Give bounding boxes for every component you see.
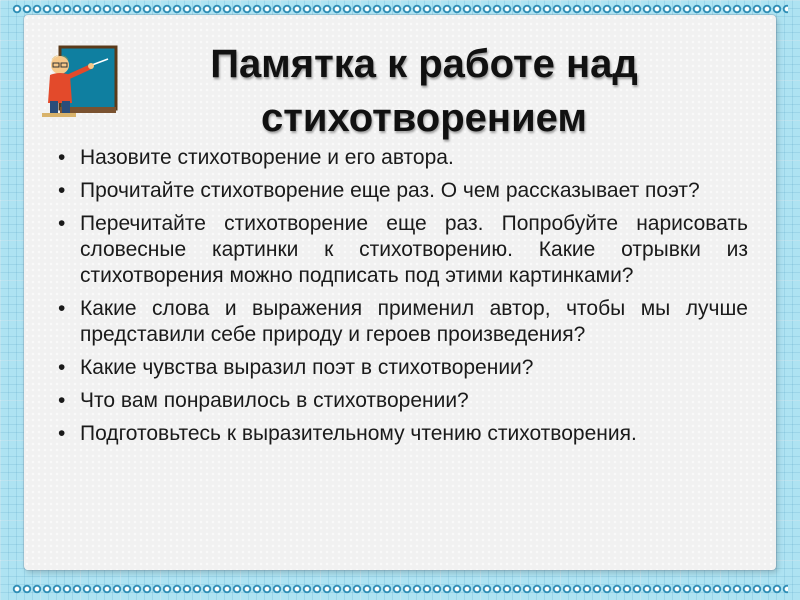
bullet-icon: • [58, 356, 66, 379]
title-line-2: стихотворением [261, 96, 587, 140]
page-title [144, 37, 704, 145]
list-item-text: Подготовьтесь к выразительному чтению стихотворения. [80, 422, 637, 445]
list-item-text: Назовите стихотворение и его автора. [80, 146, 454, 169]
list-item [58, 296, 748, 348]
top-bead-border [12, 4, 788, 14]
bullet-icon: • [58, 212, 66, 235]
list-item [58, 145, 748, 171]
list-item [58, 211, 748, 289]
bullet-icon: • [58, 179, 66, 202]
list-item [58, 388, 748, 414]
title-line-1: Памятка к работе над [210, 42, 638, 86]
list-item-text: Что вам понравилось в стихотворении? [80, 389, 469, 412]
bullet-icon: • [58, 422, 66, 445]
instruction-list [58, 145, 748, 454]
bullet-icon: • [58, 389, 66, 412]
teacher-at-blackboard-icon [38, 41, 120, 123]
slide-card [24, 15, 776, 570]
bullet-icon: • [58, 297, 66, 320]
list-item-text: Какие слова и выражения применил автор, чтобы мы лучше представили себе природу и героев произведения? [80, 297, 748, 346]
list-item-text: Какие чувства выразил поэт в стихотворении? [80, 356, 534, 379]
list-item-text: Перечитайте стихотворение еще раз. Попробуйте нарисовать словесные картинки к стихотворению. Какие отрывки из стихотворения можно подписать под этими картинками? [80, 212, 748, 287]
list-item [58, 178, 748, 204]
bottom-bead-border [12, 584, 788, 594]
list-item [58, 355, 748, 381]
list-item [58, 421, 748, 447]
list-item-text: Прочитайте стихотворение еще раз. О чем рассказывает поэт? [80, 179, 700, 202]
bullet-icon: • [58, 146, 66, 169]
